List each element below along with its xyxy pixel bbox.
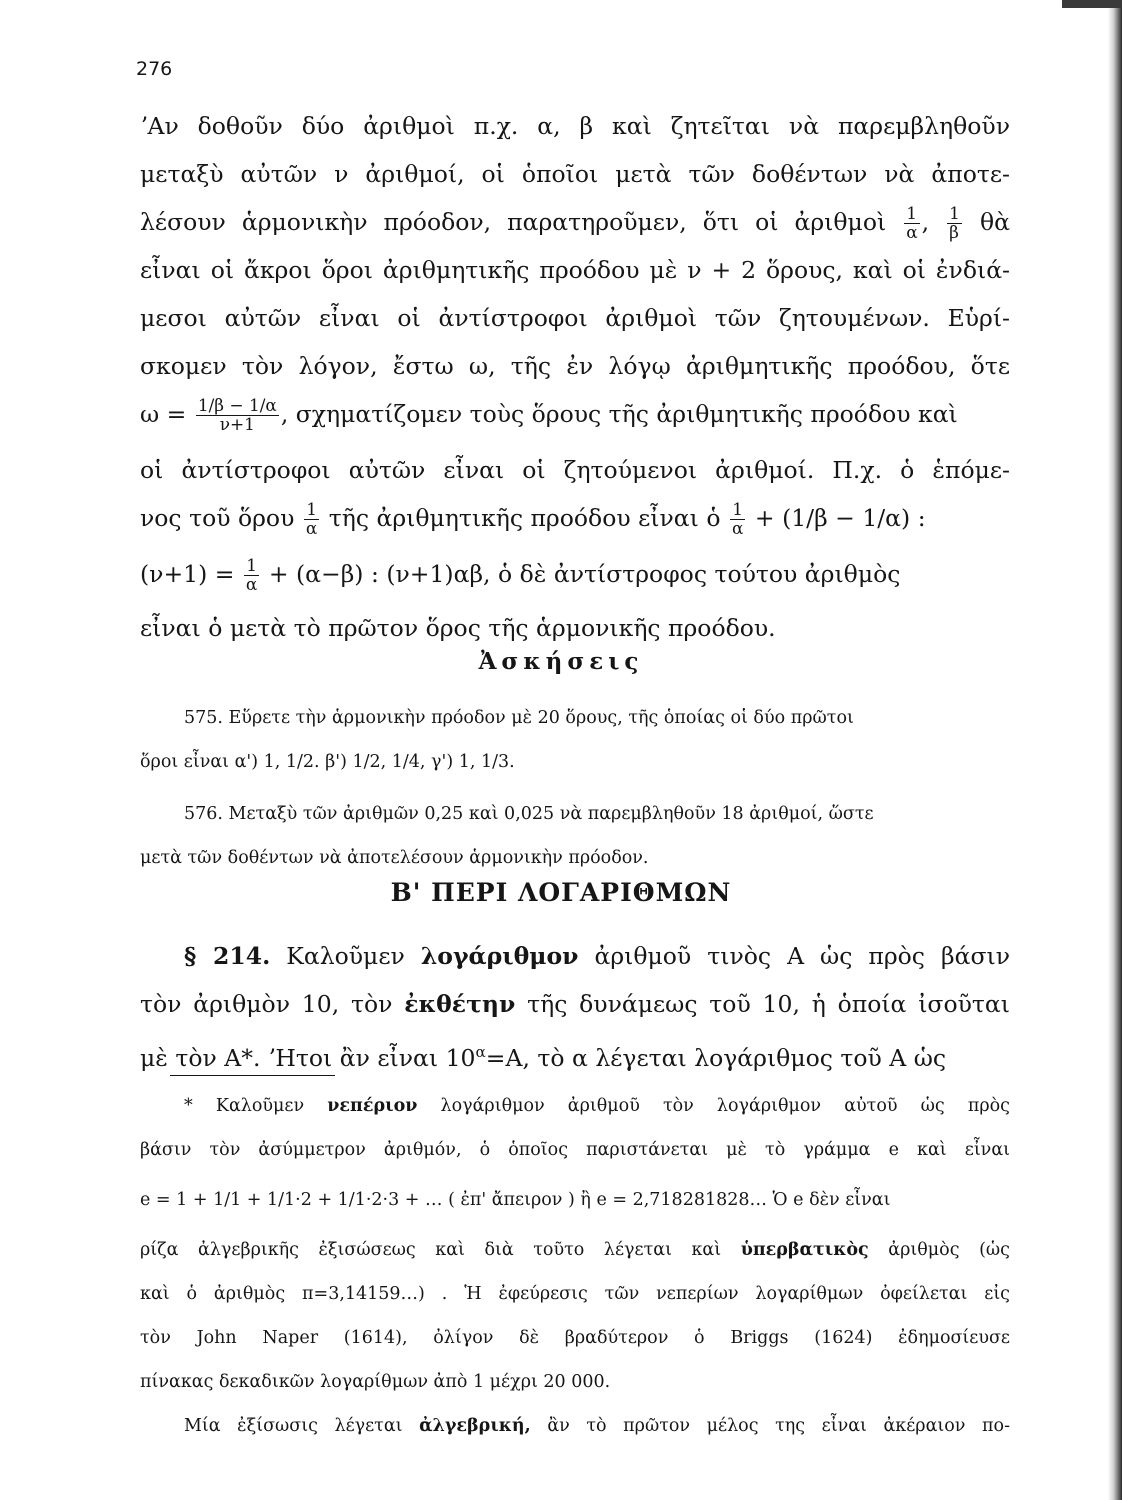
text-span: νος τοῦ ὅρου — [140, 504, 295, 532]
fraction-numerator: 1/β − 1/α — [197, 395, 277, 416]
text-line: σκομεν τὸν λόγον, ἔστω ω, τῆς ἐν λόγῳ ἀριθμητικῆς προόδου, ὅτε — [140, 352, 1010, 380]
page-number: 276 — [136, 58, 173, 80]
footnote-line — [140, 1404, 1010, 1448]
footnote-line: καὶ ὁ ἀριθμὸς π=3,14159…) . Ἡ ἐφεύρεσις τῶν νεπερίων λογαρίθμων ὀφείλεται εἰς — [140, 1284, 1010, 1304]
formula-lhs: ω = — [140, 400, 187, 428]
exercises-heading: Ἀσκήσεις — [478, 648, 644, 675]
term-exponent: ἐκθέτην — [404, 990, 516, 1018]
text-line: εἶναι ὁ μετὰ τὸ πρῶτον ὅρος τῆς ἁρμονικῆς προόδου. — [140, 614, 776, 642]
text-span: μὲ τὸν Α*. ʼΗτοι ἂν εἶναι 10 — [140, 1043, 476, 1072]
text-line: ʼΑν δοθοῦν δύο ἀριθμοὶ π.χ. α, β καὶ ζητεῖται νὰ παρεμβληθοῦν — [140, 112, 1010, 140]
text-span: τὸν ἀριθμὸν 10, τὸν — [140, 990, 393, 1018]
fraction-numerator: 1 — [949, 203, 960, 224]
text-line — [140, 198, 1010, 246]
scan-corner-mark — [1062, 0, 1122, 8]
text-span: Μία ἐξίσωσις λέγεται — [184, 1416, 403, 1436]
parenthesized-difference: (1/β − 1/α) — [782, 504, 911, 532]
text-span: * Καλοῦμεν — [184, 1096, 305, 1116]
colon-sign: : — [917, 504, 926, 532]
exercises-list — [140, 696, 1010, 880]
fraction-denominator: α — [245, 574, 258, 594]
fraction-one-over-alpha — [730, 501, 745, 538]
exercise-575-line: 575. Εὕρετε τὴν ἁρμονικὴν πρόοδον μὲ 20 ὅρους, τῆς ὁποίας οἱ δύο πρῶτοι — [184, 708, 854, 728]
exercise-575-line: ὅροι εἶναι α') 1, 1/2. β') 1/2, 1/4, γ') 1, 1/3. — [140, 752, 515, 772]
fraction-denominator: β — [947, 223, 962, 242]
text-line: οἱ ἀντίστροφοι αὐτῶν εἶναι οἱ ζητούμενοι ἀριθμοί. Π.χ. ὁ ἑπόμε- — [140, 456, 1010, 484]
text-span: (ν+1) = — [140, 560, 235, 588]
text-span: τῆς ἀριθμητικῆς προόδου εἶναι ὁ — [328, 504, 721, 532]
fraction-numerator: 1 — [732, 499, 744, 520]
formula-line — [140, 550, 1010, 604]
text-span: , σχηματίζομεν τοὺς ὅρους τῆς ἀριθμητικῆς προόδου καὶ — [280, 400, 958, 428]
text-span: ἀριθμὸς (ὡς — [888, 1240, 1010, 1260]
fraction-one-over-alpha — [904, 205, 919, 242]
text-line: μεσοι αὐτῶν εἶναι οἱ ἀντίστροφοι ἀριθμοὶ τῶν ζητουμένων. Εὑρί- — [140, 304, 1010, 332]
exercise-576-line: 576. Μεταξὺ τῶν ἀριθμῶν 0,25 καὶ 0,025 νὰ παρεμβληθοῦν 18 ἀριθμοί, ὥστε — [184, 804, 874, 824]
term-algebraic: ἀλγεβρική, — [419, 1416, 531, 1436]
scan-edge — [1108, 0, 1122, 1500]
text-span: , — [921, 208, 930, 236]
term-transcendental: ὑπερβατικὸς — [740, 1240, 869, 1260]
fraction-denominator: α — [731, 518, 744, 538]
footnote-line: βάσιν τὸν ἀσύμμετρον ἀριθμόν, ὁ ὁποῖος παριστάνεται μὲ τὸ γράμμα e καὶ εἶναι — [140, 1140, 1010, 1160]
fraction-one-over-alpha — [244, 557, 259, 594]
footnote-line: πίνακας δεκαδικῶν λογαρίθμων ἀπὸ 1 μέχρι 20 000. — [140, 1372, 611, 1392]
term-napierian: νεπέριον — [327, 1096, 418, 1116]
text-span: ἂν τὸ πρῶτον μέλος της εἶναι ἀκέραιον πο- — [547, 1416, 1010, 1436]
fraction-denominator: ν+1 — [196, 415, 279, 434]
fraction-numerator: 1 — [906, 203, 917, 224]
text-line — [140, 1028, 1010, 1076]
footnote-formula-line: e = 1 + 1/1 + 1/1·2 + 1/1·2·3 + … ( ἐπ' ἄπειρον ) ἢ e = 2,718281828… Ὁ e δὲν εἶναι — [140, 1190, 891, 1210]
text-span: λογάριθμον ἀριθμοῦ τὸν λογάριθμον αὐτοῦ ὡς πρὸς — [440, 1096, 1010, 1116]
footnote-line — [140, 1228, 1010, 1272]
plus-sign: + — [754, 504, 775, 532]
footnote-divider — [170, 1075, 335, 1076]
fraction-one-over-beta — [947, 205, 962, 242]
fraction-denominator: α — [305, 518, 318, 538]
text-line: μεταξὺ αὐτῶν ν ἀριθμοί, οἱ ὁποῖοι μετὰ τῶν δοθέντων νὰ ἀποτε- — [140, 160, 1010, 188]
section-number: § 214. — [184, 942, 271, 970]
text-span: θὰ — [979, 208, 1010, 236]
text-span: + (α−β) : (ν+1)αβ, ὁ δὲ ἀντίστροφος τούτου ἀριθμὸς — [268, 560, 901, 588]
section-title: Β' ΠΕΡΙ ΛΟΓΑΡΙΘΜΩΝ — [390, 878, 732, 907]
text-span: =Α, τὸ α λέγεται λογάριθμος τοῦ Α ὡς — [485, 1043, 947, 1072]
text-span: τῆς δυνάμεως τοῦ 10, ἡ ὁποία ἰσοῦται — [527, 990, 1010, 1018]
footnote — [140, 1084, 1010, 1448]
logarithm-definition-paragraph — [140, 932, 1010, 1076]
fraction-denominator: α — [906, 222, 918, 242]
text-line — [140, 494, 1010, 550]
exponent-superscript: α — [475, 1043, 486, 1061]
text-line — [140, 932, 1010, 980]
harmonic-progression-paragraph — [140, 102, 1010, 652]
ratio-fraction — [196, 397, 279, 434]
text-span: ρίζα ἀλγεβρικῆς ἐξισώσεως καὶ διὰ τοῦτο λέγεται καὶ — [140, 1240, 722, 1260]
text-span: Καλοῦμεν — [286, 942, 405, 970]
fraction-numerator: 1 — [306, 499, 317, 520]
exercise-576-line: μετὰ τῶν δοθέντων νὰ ἀποτελέσουν ἁρμονικὴν πρόοδον. — [140, 848, 649, 868]
text-span: λέσουν ἁρμονικὴν πρόοδον, παρατηροῦμεν, ὅτι οἱ ἀριθμοὶ — [140, 208, 887, 236]
footnote-line: τὸν John Naper (1614), ὀλίγον δὲ βραδύτερον ὁ Briggs (1624) ἐδημοσίευσε — [140, 1328, 1010, 1348]
fraction-numerator: 1 — [246, 555, 258, 576]
text-span: ἀριθμοῦ τινὸς Α ὡς πρὸς βάσιν — [594, 942, 1010, 970]
fraction-one-over-alpha — [304, 501, 319, 538]
text-line: εἶναι οἱ ἄκροι ὅροι ἀριθμητικῆς προόδου μὲ ν + 2 ὅρους, καὶ οἱ ἐνδιά- — [140, 256, 1010, 284]
text-line — [140, 980, 1010, 1028]
formula-line — [140, 390, 1010, 446]
footnote-line — [140, 1084, 1010, 1128]
term-logarithm: λογάριθμον — [420, 942, 579, 970]
